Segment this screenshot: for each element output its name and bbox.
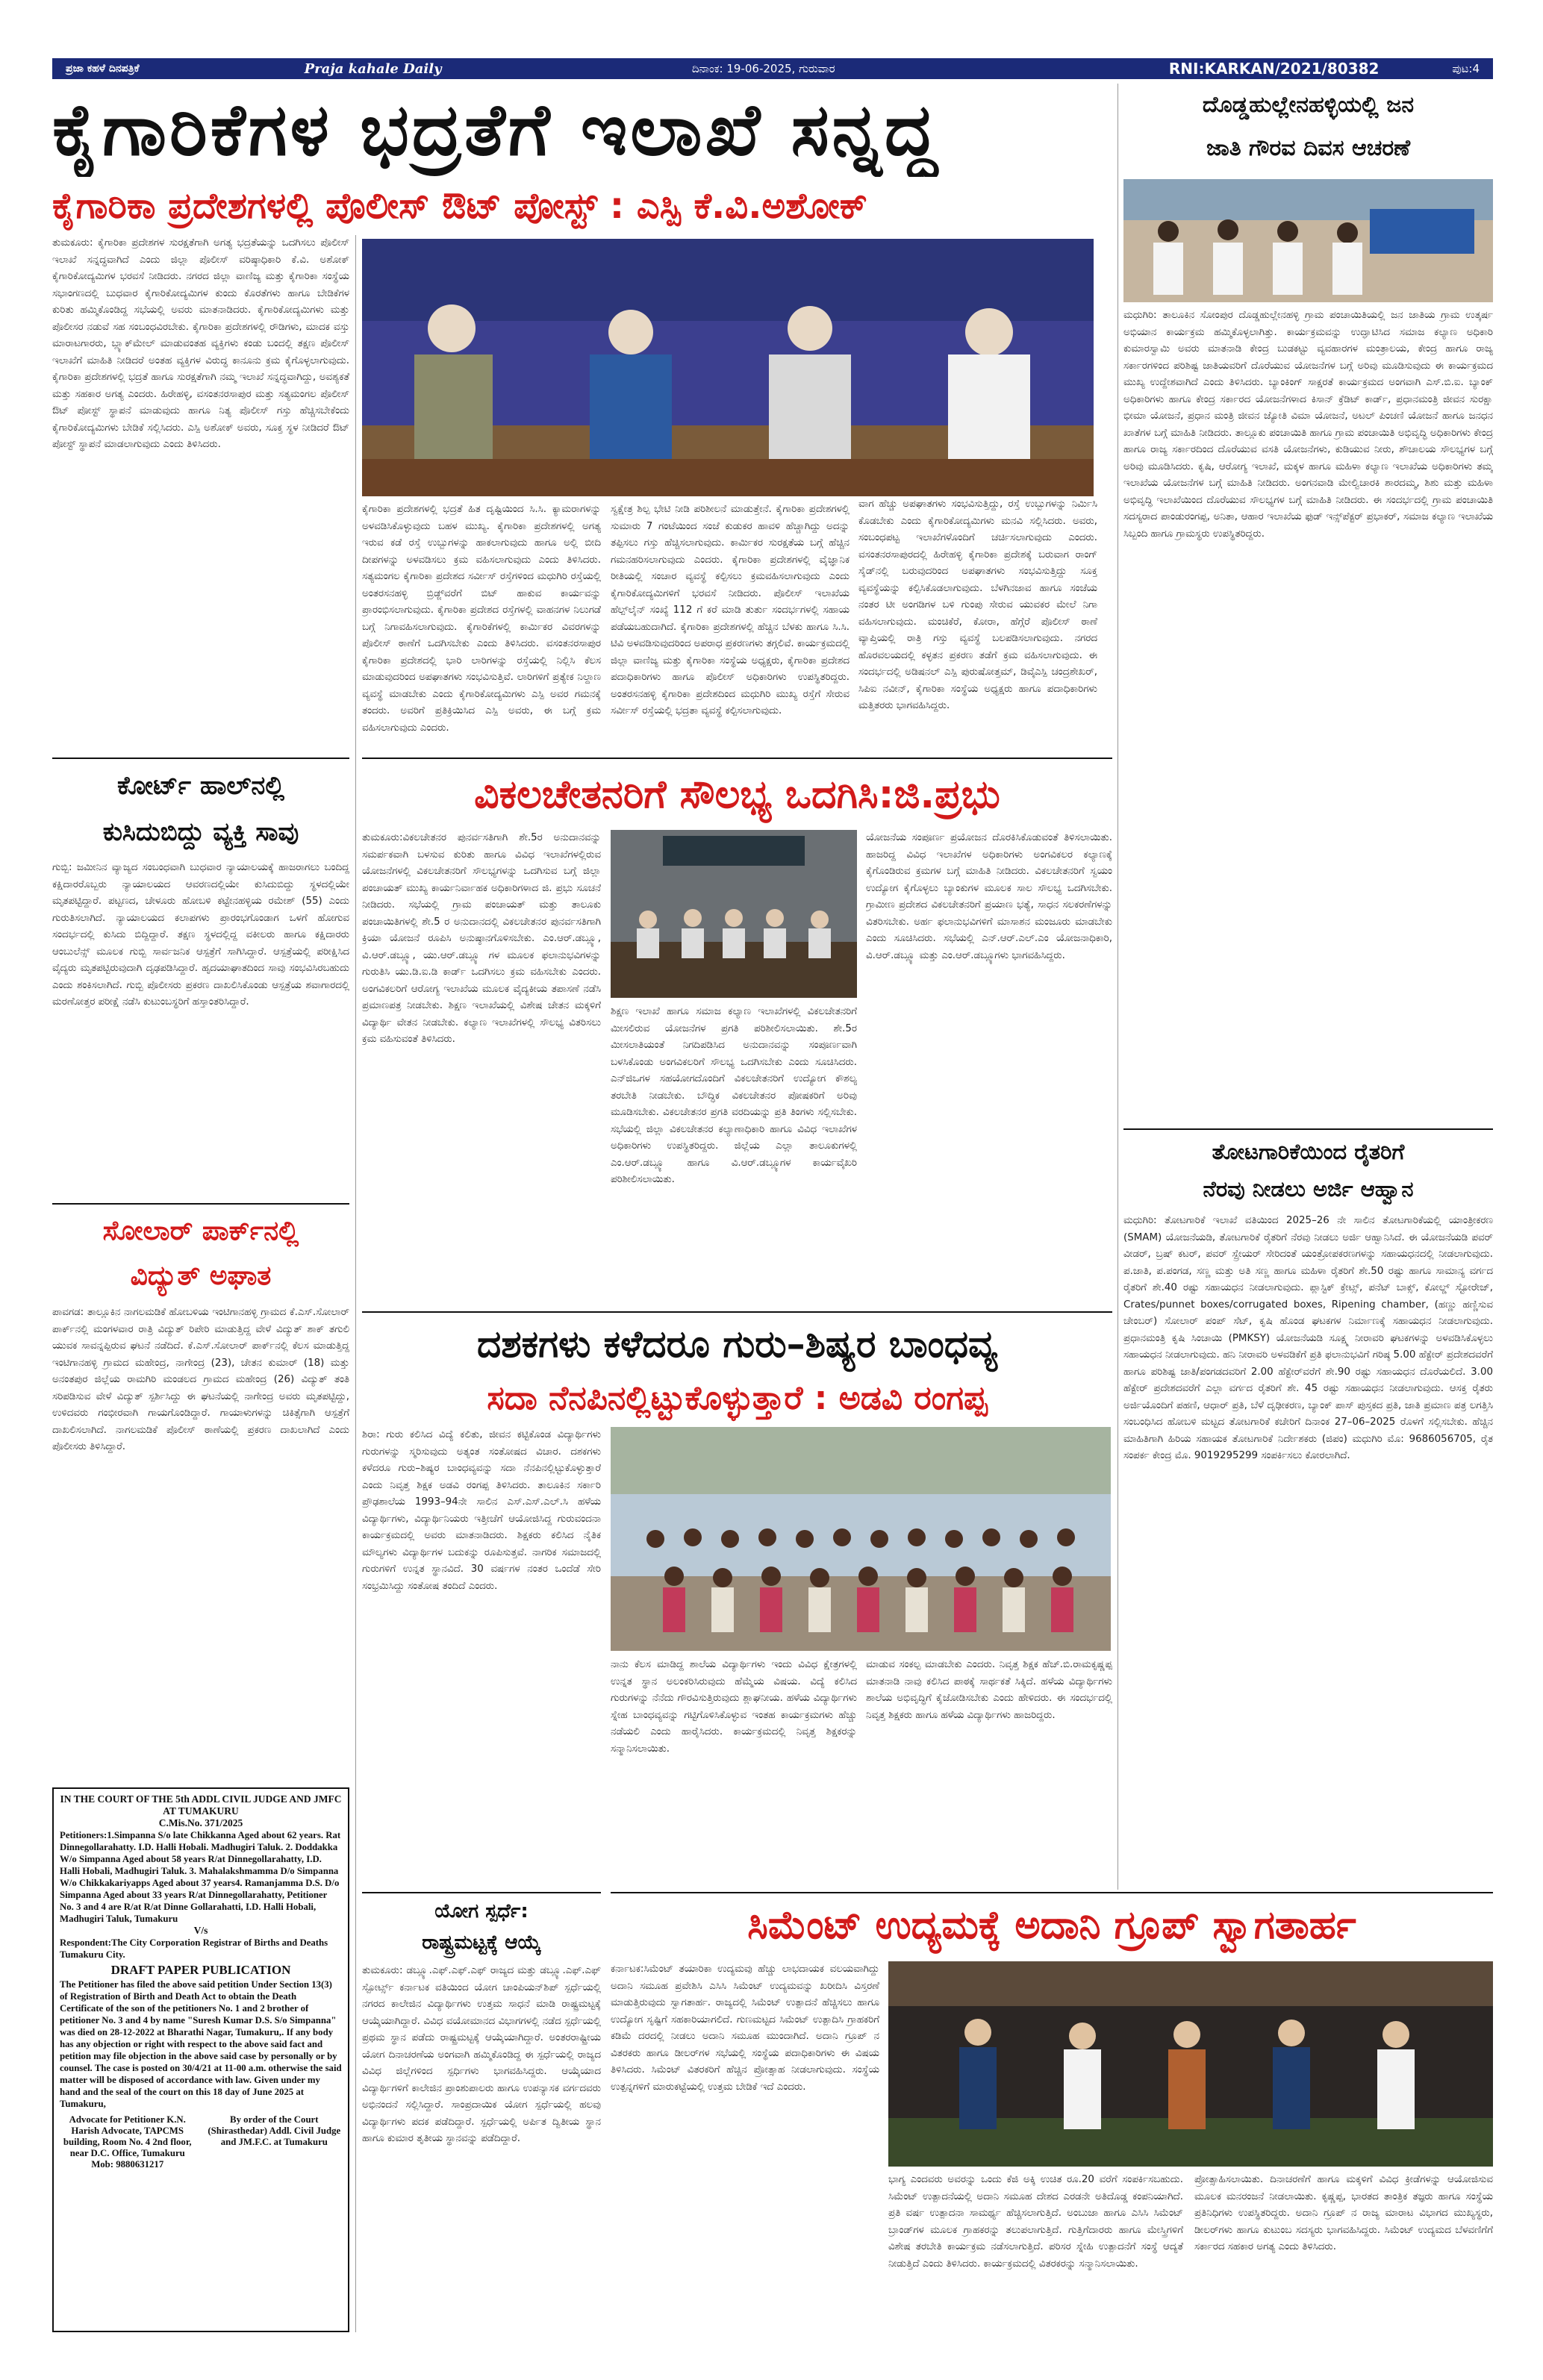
court-story-body: ಗುಬ್ಬಿ: ಜಮೀನಿನ ವ್ಯಾಜ್ಯದ ಸಂಬಂಧವಾಗಿ ಬುಧವಾರ ನ್ಯಾಯಾಲಯಕ್ಕೆ ಹಾಜರಾಗಲು ಬಂದಿದ್ದ ಕಕ್ಷಿದಾರರೊಬ್ಬರು ನ್ಯಾಯಾಲಯದ ಆವರಣದಲ್ಲಿಯೇ ಕುಸಿದುಬಿದ್ದು ಸ್ಥಳದಲ್ಲಿಯೇ ಮೃತಪಟ್ಟಿದ್ದಾರೆ. ಪಟ್ಟಣದ, ಚೇಳೂರು ಹೋಬಳಿ ಕಟ್ಟೇನಹಳ್ಳಿಯ ರಮೇಶ್ (55) ಎಂದು ಗುರುತಿಸಲಾಗಿದೆ. ನ್ಯಾಯಾಲಯದ ಕಲಾಪಗಳು ಪ್ರಾರಂಭಗೊಂಡಾಗ ಒಳಗೆ ಹೋಗುವ ಸಂದರ್ಭದಲ್ಲಿ ಕುಸಿದು ಬಿದ್ದಿದ್ದಾರೆ. ತಕ್ಷಣ ಸ್ಥಳದಲ್ಲಿದ್ದ ವಕೀಲರು ಹಾಗೂ ಕಕ್ಷಿದಾರರು ಆಂಬುಲೆನ್ಸ್ ಮೂಲಕ ಗುಬ್ಬಿ ಸಾರ್ವಜನಿಕ ಆಸ್ಪತ್ರೆಗೆ ಸಾಗಿಸಿದ್ದಾರೆ. ಆಸ್ಪತ್ರೆಯಲ್ಲಿ ಪರೀಕ್ಷಿಸಿದ ವೈದ್ಯರು ಮೃತಪಟ್ಟಿರುವುದಾಗಿ ದೃಢಪಡಿಸಿದ್ದಾರೆ. ಹೃದಯಾಘಾತದಿಂದ ಸಾವು ಸಂಭವಿಸಿರಬಹುದು ಎಂದು ಶಂಕಿಸಲಾಗಿದೆ. ಗುಬ್ಬಿ ಪೊಲೀಸರು ಪ್ರಕರಣ ದಾಖಲಿಸಿಕೊಂಡು ಆಸ್ಪತ್ರೆಯ ಶವಾಗಾರದಲ್ಲಿ ಮರಣೋತ್ತರ ಪರೀಕ್ಷೆ ನಡೆಸಿ ಕುಟುಂಬಸ್ಥರಿಗೆ ಹಸ್ತಾಂತರಿಸಿದ್ದಾರೆ. bbox=[52, 862, 349, 1008]
divider bbox=[362, 758, 1112, 759]
legal-notice-footer bbox=[60, 2114, 342, 2170]
legal-notice-respondent: Respondent:The City Corporation Registrar of Births and Deaths Tumakuru City. bbox=[60, 1937, 328, 1960]
yoga-story-body: ತುಮಕೂರು: ಡಬ್ಲ್ಯೂ.ಎಫ್.ಎಫ್.ಎಫ್ ರಾಜ್ಯದ ಮತ್ತು ಡಬ್ಲ್ಯೂ.ಎಫ್.ಎಫ್ ಸ್ಪೋರ್ಟ್ಸ್ ಕರ್ನಾಟಕ ವತಿಯಿಂದ ಯೋಗ ಚಾಂಪಿಯನ್‌ಶಿಪ್ ಸ್ಪರ್ಧೆಯಲ್ಲಿ ನಗರದ ಕಾಲೇಜಿನ ವಿದ್ಯಾರ್ಥಿಗಳು ಉತ್ತಮ ಸಾಧನೆ ಮಾಡಿ ರಾಷ್ಟ್ರಮಟ್ಟಕ್ಕೆ ಆಯ್ಕೆಯಾಗಿದ್ದಾರೆ. ವಿವಿಧ ವಯೋಮಾನದ ವಿಭಾಗಗಳಲ್ಲಿ ನಡೆದ ಸ್ಪರ್ಧೆಯಲ್ಲಿ ಪ್ರಥಮ ಸ್ಥಾನ ಪಡೆದು ರಾಷ್ಟ್ರಮಟ್ಟಕ್ಕೆ ಆಯ್ಕೆಯಾಗಿದ್ದಾರೆ. ಅಂತರರಾಷ್ಟ್ರೀಯ ಯೋಗ ದಿನಾಚರಣೆಯ ಅಂಗವಾಗಿ ಹಮ್ಮಿಕೊಂಡಿದ್ದ ಈ ಸ್ಪರ್ಧೆಯಲ್ಲಿ ರಾಜ್ಯದ ವಿವಿಧ ಜಿಲ್ಲೆಗಳಿಂದ ಸ್ಪರ್ಧಿಗಳು ಭಾಗವಹಿಸಿದ್ದರು. ಆಯ್ಕೆಯಾದ ವಿದ್ಯಾರ್ಥಿಗಳಿಗೆ ಕಾಲೇಜಿನ ಪ್ರಾಂಶುಪಾಲರು ಹಾಗೂ ಉಪನ್ಯಾಸಕ ವರ್ಗದವರು ಅಭಿನಂದನೆ ಸಲ್ಲಿಸಿದ್ದಾರೆ. ಸಾಂಪ್ರದಾಯಿಕ ಯೋಗ ಸ್ಪರ್ಧೆಯಲ್ಲಿ ಹಲವು ವಿದ್ಯಾರ್ಥಿಗಳು ಪದಕ ಪಡೆದಿದ್ದಾರೆ. ಸ್ಪರ್ಧೆಯಲ್ಲಿ ಅರ್ಪಿತ ದ್ವಿತೀಯ ಸ್ಥಾನ ಹಾಗೂ ಕುಮಾರ ತೃತೀಯ ಸ್ಥಾನವನ್ನು ಪಡೆದಿದ್ದಾರೆ. bbox=[362, 1965, 601, 2144]
lead-column-3: ಸ್ವಕ್ಷೇತ್ರ ಶಿಲ್ಪ ಭೇಟಿ ನೀಡಿ ಪರಿಶೀಲನೆ ಮಾಡುತ್ತೇನೆ. ಕೈಗಾರಿಕಾ ಪ್ರದೇಶಗಳಲ್ಲಿ ಸುಮಾರು 7 ಗಂಟೆಯಿಂದ ಸಂಜೆ ಕುಡುಕರ ಹಾವಳಿ ಹೆಚ್ಚಾಗಿದ್ದು ಅದನ್ನು ತಪ್ಪಿಸಲು ಗಸ್ತು ಹೆಚ್ಚಿಸಲಾಗುವುದು. ಕಾರ್ಮಿಕರ ಸುರಕ್ಷತೆಯ ಬಗ್ಗೆ ಹೆಚ್ಚಿನ ಗಮನಹರಿಸಲಾಗುವುದು ಎಂದರು. ಕೈಗಾರಿಕಾ ಪ್ರದೇಶಗಳಲ್ಲಿ ವೈಜ್ಞಾನಿಕ ರೀತಿಯಲ್ಲಿ ಸಂಚಾರ ವ್ಯವಸ್ಥೆ ಕಲ್ಪಿಸಲು ಕ್ರಮವಹಿಸಲಾಗುವುದು ಎಂದು ಕೈಗಾರಿಕೋದ್ಯಮಿಗಳಿಗೆ ಭರವಸೆ ನೀಡಿದರು. ಪೊಲೀಸ್ ಇಲಾಖೆಯ ಹೆಲ್ಪ್‌ಲೈನ್ ಸಂಖ್ಯೆ 112 ಗೆ ಕರೆ ಮಾಡಿ ತುರ್ತು ಸಂದರ್ಭಗಳಲ್ಲಿ ಸಹಾಯ ಪಡೆಯಬಹುದಾಗಿದೆ. ಕೈಗಾರಿಕಾ ಪ್ರದೇಶಗಳಲ್ಲಿ ಹೆಚ್ಚಿನ ಬೆಳಕು ಹಾಗೂ ಸಿ.ಸಿ. ಟಿವಿ ಅಳವಡಿಸುವುದರಿಂದ ಅಪರಾಧ ಪ್ರಕರಣಗಳು ತಗ್ಗಲಿವೆ. ಕಾರ್ಯಕ್ರಮದಲ್ಲಿ ಜಿಲ್ಲಾ ವಾಣಿಜ್ಯ ಮತ್ತು ಕೈಗಾರಿಕಾ ಸಂಸ್ಥೆಯ ಅಧ್ಯಕ್ಷರು, ಕೈಗಾರಿಕಾ ಪ್ರದೇಶದ ಪದಾಧಿಕಾರಿಗಳು ಹಾಗೂ ಪೊಲೀಸ್ ಅಧಿಕಾರಿಗಳು ಉಪಸ್ಥಿತರಿದ್ದರು. ಅಂತರಸನಹಳ್ಳಿ ಕೈಗಾರಿಕಾ ಪ್ರದೇಶದಿಂದ ಮಧುಗಿರಿ ಮುಖ್ಯ ರಸ್ತೆಗೆ ಸೇರುವ ಸರ್ವೀಸ್ ರಸ್ತೆಯಲ್ಲಿ ಭದ್ರತಾ ವ್ಯವಸ್ಥೆ ಕಲ್ಪಿಸಲಾಗುವುದು. bbox=[611, 504, 850, 716]
masthead-paper-name-kannada: ಪ್ರಜಾ ಕಹಳೆ ದಿನಪತ್ರಿಕೆ bbox=[66, 63, 140, 75]
column-rule bbox=[1117, 84, 1118, 1890]
solar-story-headline-line1: ಸೋಲಾರ್ ಪಾರ್ಕ್‌ನಲ್ಲಿ bbox=[102, 1216, 299, 1246]
disabled-story-column-1: ತುಮಕೂರು:ವಿಕಲಚೇತನರ ಪುನರ್ವಸತಿಗಾಗಿ ಶೇ.5ರ ಅನುದಾನವನ್ನು ಸಮರ್ಪಕವಾಗಿ ಬಳಸುವ ಕುರಿತು ಹಾಗೂ ವಿವಿಧ ಇಲಾಖೆಗಳಲ್ಲಿರುವ ಯೋಜನೆಗಳಲ್ಲಿ ವಿಕಲಚೇತನರಿಗೆ ಸೌಲಭ್ಯಗಳನ್ನು ಒದಗಿಸುವ ಬಗ್ಗೆ ಜಿಲ್ಲಾ ಪಂಚಾಯತ್ ಮುಖ್ಯ ಕಾರ್ಯನಿರ್ವಾಹಕ ಅಧಿಕಾರಿಗಳಾದ ಜಿ. ಪ್ರಭು ಸೂಚನೆ ನೀಡಿದರು. ಸಭೆಯಲ್ಲಿ ಗ್ರಾಮ ಪಂಚಾಯತ್ ಮತ್ತು ತಾಲೂಕು ಪಂಚಾಯಿತಿಗಳಲ್ಲಿ ಶೇ.5 ರ ಅನುದಾನದಲ್ಲಿ ವಿಕಲಚೇತನರ ಪುನರ್ವಸತಿಗಾಗಿ ಕ್ರಿಯಾ ಯೋಜನೆ ರೂಪಿಸಿ ಅನುಷ್ಠಾನಗೊಳಿಸಬೇಕು. ಎಂ.ಆರ್.ಡಬ್ಲ್ಯೂ, ವಿ.ಆರ್.ಡಬ್ಲ್ಯೂ, ಯು.ಆರ್.ಡಬ್ಲ್ಯೂ ಗಳ ಮೂಲಕ ಫಲಾನುಭವಿಗಳನ್ನು ಗುರುತಿಸಿ ಯು.ಡಿ.ಐ.ಡಿ ಕಾರ್ಡ್ ಒದಗಿಸಲು ಕ್ರಮ ವಹಿಸಬೇಕು ಎಂದರು. ಅಂಗವಿಕಲರಿಗೆ ಆರೋಗ್ಯ ಇಲಾಖೆಯ ಮೂಲಕ ವೈದ್ಯಕೀಯ ತಪಾಸಣೆ ನಡೆಸಿ ಪ್ರಮಾಣಪತ್ರ ನೀಡಬೇಕು. ಶಿಕ್ಷಣ ಇಲಾಖೆಯಲ್ಲಿ ವಿಶೇಷ ಚೇತನ ಮಕ್ಕಳಿಗೆ ವಿದ್ಯಾರ್ಥಿ ವೇತನ ನೀಡಬೇಕು. ಕಲ್ಯಾಣ ಇಲಾಖೆಗಳಲ್ಲಿ ಸೌಲಭ್ಯ ವಿತರಿಸಲು ಕ್ರಮ ವಹಿಸುವಂತೆ ತಿಳಿಸಿದರು. bbox=[362, 832, 601, 1045]
guru-story-headline: ದಶಕಗಳು ಕಳೆದರೂ ಗುರು–ಶಿಷ್ಯರ ಬಾಂಧವ್ಯ bbox=[476, 1322, 998, 1366]
column-rule bbox=[355, 235, 356, 2332]
legal-notice-body: The Petitioner has filed the above said petition Under Section 13(3) of Registration of Birth and Death Act to obtain the Death Certificate of the son of the petitioners No. 1 and 2 brother of petitioner No. 3 and 4 by name "Suresh Kumar D.S. S/o Simpanna" was died on 28-12-2022 at Bharathi Nagar, Tumakuru,. If any body has any objection or right with respect to the above said fact and petition may file objection in the above said case by personally or by counsel. The case is posted on 30/4/21 at 11-00 a.m. otherwise the said matter will be disposed of accordance with law. Given under my hand and the seal of the court on this 18 day of June 2025 at Tumakuru, bbox=[60, 1979, 342, 2109]
court-story-headline-line2: ಕುಸಿದುಬಿದ್ದು ವ್ಯಕ್ತಿ ಸಾವು bbox=[102, 817, 299, 847]
legal-notice-court: IN THE COURT OF THE 5th ADDL CIVIL JUDGE AND JMFC AT TUMAKURU bbox=[60, 1793, 342, 1817]
legal-notice-advocate: Advocate for Petitioner K.N. Harish Advocate, TAPCMS building, Room No. 4 2nd floor, near D.C. Office, Tumakuru Mob: 9880631217 bbox=[63, 2114, 192, 2170]
masthead-bar bbox=[52, 58, 1493, 79]
solar-story-body: ಪಾವಗಡ: ತಾಲ್ಲೂಕಿನ ನಾಗಲಮಡಿಕೆ ಹೋಬಳಿಯ ಇಂಟಿಗಾನಹಳ್ಳಿ ಗ್ರಾಮದ ಕೆ.ಎಸ್.ಸೋಲಾರ್ ಪಾರ್ಕ್‌ನಲ್ಲಿ ಮಂಗಳವಾರ ರಾತ್ರಿ ವಿದ್ಯುತ್ ರಿಪೇರಿ ಮಾಡುತ್ತಿದ್ದ ವೇಳೆ ವಿದ್ಯುತ್ ಶಾಕ್ ತಗುಲಿ ಯುವಕ ಸಾವನ್ನಪ್ಪಿರುವ ಘಟನೆ ನಡೆದಿದೆ. ಕೆ.ಎಸ್.ಸೋಲಾರ್ ಪಾರ್ಕ್‌ನಲ್ಲಿ ಕೆಲಸ ಮಾಡುತ್ತಿದ್ದ ಇಂಟಿಗಾನಹಳ್ಳಿ ಗ್ರಾಮದ ಮಹೇಂದ್ರ, ನಾಗೇಂದ್ರ (23), ಚೇತನ ಕುಮಾರ್ (18) ಮತ್ತು ಅನಂತಪುರ ಜಿಲ್ಲೆಯ ರಾಮಗಿರಿ ಮಂಡಲದ ಗ್ರಾಮದ ಮಹೇಂದ್ರ (26) ವಿದ್ಯುತ್ ತಂತಿ ಸರಿಪಡಿಸುವ ವೇಳೆ ವಿದ್ಯುತ್ ಸ್ಪರ್ಶಿಸಿದ್ದು ಈ ಘಟನೆಯಲ್ಲಿ ನಾಗೇಂದ್ರ ಅವರು ಮೃತಪಟ್ಟಿದ್ದು, ಉಳಿದವರು ಗಂಭೀರವಾಗಿ ಗಾಯಗೊಂಡಿದ್ದಾರೆ. ಗಾಯಾಳುಗಳನ್ನು ಚಿಕಿತ್ಸೆಗಾಗಿ ಆಸ್ಪತ್ರೆಗೆ ದಾಖಲಿಸಲಾಗಿದೆ. ನಾಗಲಮಡಿಕೆ ಪೊಲೀಸ್ ಠಾಣೆಯಲ್ಲಿ ಪ್ರಕರಣ ದಾಖಲಾಗಿದೆ ಎಂದು ಪೊಲೀಸರು ತಿಳಿಸಿದ್ದಾರೆ. bbox=[52, 1307, 349, 1452]
divider bbox=[362, 1892, 601, 1893]
side-story-body: ಮಧುಗಿರಿ: ತಾಲೂಕಿನ ಸೋಂಪುರ ದೊಡ್ಡಹುಲ್ಲೇನಹಳ್ಳಿ ಗ್ರಾಮ ಪಂಚಾಯಿತಿಯಲ್ಲಿ ಜನ ಜಾತಿಯ ಗ್ರಾಮ ಉತ್ಕರ್ಷ ಅಭಿಯಾನ ಕಾರ್ಯಕ್ರಮ ಹಮ್ಮಿಕೊಳ್ಳಲಾಗಿತ್ತು. ಕಾರ್ಯಕ್ರಮವನ್ನು ಉದ್ಘಾಟಿಸಿದ ಸಮಾಜ ಕಲ್ಯಾಣ ಅಧಿಕಾರಿ ಕುಮಾರಸ್ವಾಮಿ ಅವರು ಮಾತನಾಡಿ ಕೇಂದ್ರ ಬುಡಕಟ್ಟು ವ್ಯವಹಾರಗಳ ಮಂತ್ರಾಲಯ, ಕೇಂದ್ರ ಹಾಗೂ ರಾಜ್ಯ ಸರ್ಕಾರಗಳಿಂದ ಪರಿಶಿಷ್ಟ ಜಾತಿಯವರಿಗೆ ದೊರೆಯುವ ಯೋಜನೆಗಳ ಬಗ್ಗೆ ಅರಿವು ಮೂಡಿಸುವುದು ಈ ಕಾರ್ಯಕ್ರಮದ ಮುಖ್ಯ ಉದ್ದೇಶವಾಗಿದೆ ಎಂದು ತಿಳಿಸಿದರು. ಬ್ಯಾಂಕಿಂಗ್ ಸಾಕ್ಷರತೆ ಕಾರ್ಯಕ್ರಮದ ಅಂಗವಾಗಿ ಎಸ್.ಬಿ.ಐ. ಬ್ಯಾಂಕ್ ಅಧಿಕಾರಿಗಳು ಹಾಗೂ ಕೇಂದ್ರ ಸರ್ಕಾರದ ಯೋಜನೆಗಳಾದ ಕಿಸಾನ್ ಕ್ರೆಡಿಟ್ ಕಾರ್ಡ್, ಪ್ರಧಾನಮಂತ್ರಿ ಜೀವನ ಸುರಕ್ಷಾ ಭೀಮಾ ಯೋಜನೆ, ಪ್ರಧಾನ ಮಂತ್ರಿ ಜೀವನ ಜ್ಯೋತಿ ವಿಮಾ ಯೋಜನೆ, ಅಟಲ್ ಪಿಂಚಣಿ ಯೋಜನೆ ಹಾಗೂ ಜನಧನ ಖಾತೆಗಳ ಬಗ್ಗೆ ಮಾಹಿತಿ ನೀಡಿದರು. ತಾಲ್ಲೂಕು ಪಂಚಾಯಿತಿ ಹಾಗೂ ಗ್ರಾಮ ಪಂಚಾಯಿತಿ ಅಭಿವೃದ್ಧಿ ಅಧಿಕಾರಿಗಳು ಕೇಂದ್ರ ಹಾಗೂ ರಾಜ್ಯ ಸರ್ಕಾರದಿಂದ ದೊರೆಯುವ ವಸತಿ ಯೋಜನೆಗಳು, ಕುಡಿಯುವ ನೀರು, ಶೌಚಾಲಯ ಸೌಲಭ್ಯಗಳ ಬಗ್ಗೆ ಅರಿವು ಮೂಡಿಸಿದರು. ಕೃಷಿ, ಆರೋಗ್ಯ ಇಲಾಖೆ, ಮಕ್ಕಳ ಹಾಗೂ ಮಹಿಳಾ ಕಲ್ಯಾಣ ಇಲಾಖೆಯ ಅಧಿಕಾರಿಗಳು ತಮ್ಮ ಇಲಾಖೆಯ ಯೋಜನೆಗಳ ಬಗ್ಗೆ ಮಾಹಿತಿ ನೀಡಿದರು. ಅಂಗನವಾಡಿ ಮೇಲ್ವಿಚಾರಕಿ ಶಾರದಮ್ಮ, ಶಿಶು ಮತ್ತು ಮಹಿಳಾ ಅಭಿವೃದ್ಧಿ ಇಲಾಖೆಯಿಂದ ದೊರೆಯುವ ಸೌಲಭ್ಯಗಳ ಬಗ್ಗೆ ಮಾಹಿತಿ ನೀಡಿದರು. ಈ ಸಂದರ್ಭದಲ್ಲಿ ಗ್ರಾಮ ಪಂಚಾಯಿತಿ ಸದಸ್ಯರಾದ ಪಾಂಡುರಂಗಪ್ಪ, ಅನಿತಾ, ಆಹಾರ ಇಲಾಖೆಯ ಫುಡ್ ಇನ್ಸ್‌ಪೆಕ್ಟರ್ ಪ್ರಭಾಕರ್, ಸಮಾಜ ಕಲ್ಯಾಣ ಇಲಾಖೆಯ ಸಿಬ್ಬಂದಿ ಹಾಗೂ ಗ್ರಾಮಸ್ಥರು ಉಪಸ್ಥಿತರಿದ್ದರು. bbox=[1123, 310, 1493, 540]
divider bbox=[362, 1311, 1112, 1313]
lead-column-4-text: ವಾಗ ಹೆಚ್ಚು ಅಪಘಾತಗಳು ಸಂಭವಿಸುತ್ತಿದ್ದು, ರಸ್ತೆ ಉಬ್ಬುಗಳನ್ನು ನಿರ್ಮಿಸಿ ಕೊಡಬೇಕು ಎಂದು ಕೈಗಾರಿಕೋದ್ಯಮಿಗಳು ಮನವಿ ಸಲ್ಲಿಸಿದರು. ಅವರು, ಸಂಬಂಧಪಟ್ಟ ಇಲಾಖೆಗಳೊಂದಿಗೆ ಚರ್ಚಿಸಲಾಗುವುದು ಎಂದರು. ವಸಂತನರಸಾಪುರದಲ್ಲಿ ಹಿರೇಹಳ್ಳಿ ಕೈಗಾರಿಕಾ ಪ್ರದೇಶಕ್ಕೆ ಬರುವಾಗ ರಾಂಗ್ ಸೈಡ್‌ನಲ್ಲಿ ಬರುವುದರಿಂದ ಅಪಘಾತಗಳು ಸಂಭವಿಸುತ್ತಿದ್ದು ಸೂಕ್ತ ವ್ಯವಸ್ಥೆಯನ್ನು ಕಲ್ಪಿಸಿಕೊಡಲಾಗುವುದು. ಬೆಳಗಿನಜಾವ ಹಾಗೂ ಸಂಜೆಯ ನಂತರ ಟೀ ಅಂಗಡಿಗಳ ಬಳಿ ಗುಂಪು ಸೇರುವ ಯುವಕರ ಮೇಲೆ ನಿಗಾ ವಹಿಸಲಾಗುವುದು. ಮಂಚಿಕೆರೆ, ಕೋರಾ, ಹೆಗ್ಗೆರೆ ಪೊಲೀಸ್ ಠಾಣೆ ವ್ಯಾಪ್ತಿಯಲ್ಲಿ ರಾತ್ರಿ ಗಸ್ತು ವ್ಯವಸ್ಥೆ ಬಲಪಡಿಸಲಾಗುವುದು. ನಗರದ ಹೊರವಲಯದಲ್ಲಿ ಕಳ್ಳತನ ಪ್ರಕರಣ ತಡೆಗೆ ಕ್ರಮ ವಹಿಸಲಾಗುವುದು. ಈ ಸಂದರ್ಭದಲ್ಲಿ ಅಡಿಷನಲ್ ಎಸ್ಪಿ ಪುರುಷೋತ್ತಮ್, ಡಿವೈಎಸ್ಪಿ ಚಂದ್ರಶೇಖರ್, ಸಿಪಿಐ ನವೀನ್, ಕೈಗಾರಿಕಾ ಸಂಸ್ಥೆಯ ಅಧ್ಯಕ್ಷರು ಹಾಗೂ ಪದಾಧಿಕಾರಿಗಳು ಮತ್ತಿತರರು ಭಾಗವಹಿಸಿದ್ದರು. bbox=[858, 499, 1097, 711]
cement-story-headline: ಸಿಮೆಂಟ್ ಉದ್ಯಮಕ್ಕೆ ಅದಾನಿ ಗ್ರೂಪ್ ಸ್ವಾಗತಾರ್ಹ bbox=[747, 1903, 1356, 1948]
legal-notice-petitioners: Petitioners:1.Simpanna S/o late Chikkanna Aged about 62 years. Rat Dinnegollarahatty. I.D. Halli Hobali. Madhugiri Taluk. 2. Doddakka W/o Simpanna Aged about 58 years R/at Dinnegollarahatty, I.D. Halli Hobali, Madhugiri Taluk. 3. Mahalakshmamma D/o Simpanna W/o Chikkakariyapps Aged about 37 years4. Ramanjamma D.S. D/o Simpanna Aged about 33 years R/at Dinnegollarahatty, Petitioner No. 3 and 4 are R/at R/at Dinne Gollarahatti, I.D. Halli Hobali, Madhugiri Taluk, Tumakuru bbox=[60, 1830, 341, 1924]
cement-story-column-3: ಪ್ರೋತ್ಸಾಹಿಸಲಾಯಿತು. ದಿನಾಚರಣೆಗೆ ಹಾಗೂ ಮಕ್ಕಳಿಗೆ ವಿವಿಧ ಕ್ರೀಡೆಗಳನ್ನು ಆಯೋಜಿಸುವ ಮೂಲಕ ಮನರಂಜನೆ ನೀಡಲಾಯಿತು. ಕೃಷ್ಣಪ್ಪ, ಭಾರತದ ತಾಂತ್ರಿಕ ತಜ್ಞರು ಹಾಗೂ ಸಂಸ್ಥೆಯ ಪ್ರತಿನಿಧಿಗಳು ಉಪಸ್ಥಿತರಿದ್ದರು. ಅದಾನಿ ಗ್ರೂಪ್ ನ ರಾಜ್ಯ ಮಾರಾಟ ವಿಭಾಗದ ಮುಖ್ಯಸ್ಥರು, ಡೀಲರ್‌ಗಳು ಹಾಗೂ ಕುಟುಂಬ ಸದಸ್ಯರು ಭಾಗವಹಿಸಿದ್ದರು. ಸಿಮೆಂಟ್ ಉದ್ಯಮದ ಬೆಳವಣಿಗೆಗೆ ಸರ್ಕಾರದ ಸಹಕಾರ ಅಗತ್ಯ ಎಂದು ತಿಳಿಸಿದರು. bbox=[1194, 2174, 1493, 2252]
yoga-story-headline-line2: ರಾಷ್ಟ್ರಮಟ್ಟಕ್ಕೆ ಆಯ್ಕೆ bbox=[422, 1931, 541, 1954]
lead-column-2: ಕೈಗಾರಿಕಾ ಪ್ರದೇಶಗಳಲ್ಲಿ ಭದ್ರತೆ ಹಿತ ದೃಷ್ಟಿಯಿಂದ ಸಿ.ಸಿ. ಕ್ಯಾಮರಾಗಳನ್ನು ಅಳವಡಿಸಿಕೊಳ್ಳುವುದು ಬಹಳ ಮುಖ್ಯ. ಕೈಗಾರಿಕಾ ಪ್ರದೇಶಗಳಲ್ಲಿ ಅಗತ್ಯ ಇರುವ ಕಡೆ ರಸ್ತೆ ಉಬ್ಬುಗಳನ್ನು ಹಾಕಲಾಗುವುದು ಹಾಗೂ ಅಲ್ಲಿ ಬೀದಿ ದೀಪಗಳನ್ನು ಅಳವಡಿಸಲು ಕ್ರಮ ವಹಿಸಲಾಗುವುದು ಎಂದು ತಿಳಿಸಿದರು. ಸತ್ಯಮಂಗಲ ಕೈಗಾರಿಕಾ ಪ್ರದೇಶದ ಸರ್ವೀಸ್ ರಸ್ತೆಗಳಿಂದ ಮಧುಗಿರಿ ರಸ್ತೆಯಲ್ಲಿ ಅಂತರಸನಹಳ್ಳಿ ಬ್ರಿಡ್ಜ್‌ವರೆಗೆ ಬಿಟ್ ಹಾಕುವ ಕಾರ್ಯವನ್ನು ಪ್ರಾರಂಭಿಸಲಾಗುವುದು. ಕೈಗಾರಿಕಾ ಪ್ರದೇಶದ ರಸ್ತೆಗಳಲ್ಲಿ ವಾಹನಗಳ ನಿಲುಗಡೆ ಬಗ್ಗೆ ನಿಗಾವಹಿಸಲಾಗುವುದು. ಕೈಗಾರಿಕೆಗಳಲ್ಲಿ ಕಾರ್ಮಿಕರ ವಿವರಗಳನ್ನು ಪೊಲೀಸ್ ಠಾಣೆಗೆ ಒದಗಿಸಬೇಕು ಎಂದು ತಿಳಿಸಿದರು. ವಸಂತನರಸಾಪುರ ಕೈಗಾರಿಕಾ ಪ್ರದೇಶದಲ್ಲಿ ಭಾರಿ ಲಾರಿಗಳನ್ನು ರಸ್ತೆಯಲ್ಲಿ ನಿಲ್ಲಿಸಿ ಕೆಲಸ ಮಾಡುವುದರಿಂದ ಅಪಘಾತಗಳು ಸಂಭವಿಸುತ್ತಿವೆ. ಲಾರಿಗಳಿಗೆ ಪ್ರತ್ಯೇಕ ನಿಲ್ದಾಣ ವ್ಯವಸ್ಥೆ ಮಾಡಬೇಕು ಎಂದು ಕೈಗಾರಿಕೋದ್ಯಮಿಗಳು ಎಸ್ಪಿ ಅವರ ಗಮನಕ್ಕೆ ತಂದರು. ಅವರಿಗೆ ಪ್ರತಿಕ್ರಿಯಿಸಿದ ಎಸ್ಪಿ ಅವರು, ಈ ಬಗ್ಗೆ ಕ್ರಮ ವಹಿಸಲಾಗುವುದು ಎಂದರು. bbox=[362, 504, 601, 734]
cement-story-column-2: ಭಾಗ್ಯ ಎಂದವರು ಅವರನ್ನು ಒಂದು ಕೆಜಿ ಅಕ್ಕಿ ಉಚಿತ ರೂ.20 ವರೆಗೆ ಸಂಪರ್ಕಿಸಬಹುದು. ಸಿಮೆಂಟ್ ಉತ್ಪಾದನೆಯಲ್ಲಿ ಅದಾನಿ ಸಮೂಹ ದೇಶದ ಎರಡನೇ ಅತಿದೊಡ್ಡ ಕಂಪನಿಯಾಗಿದೆ. ಪ್ರತಿ ವರ್ಷ ಉತ್ಪಾದನಾ ಸಾಮರ್ಥ್ಯ ಹೆಚ್ಚಿಸಲಾಗುತ್ತಿದೆ. ಅಂಬುಜಾ ಹಾಗೂ ಎಸಿಸಿ ಸಿಮೆಂಟ್ ಬ್ರಾಂಡ್‌ಗಳ ಮೂಲಕ ಗ್ರಾಹಕರನ್ನು ತಲುಪಲಾಗುತ್ತಿದೆ. ಗುತ್ತಿಗೆದಾರರು ಹಾಗೂ ಮೇಸ್ತ್ರಿಗಳಿಗೆ ವಿಶೇಷ ತರಬೇತಿ ಕಾರ್ಯಕ್ರಮ ನಡೆಸಲಾಗುತ್ತಿದೆ. ಪರಿಸರ ಸ್ನೇಹಿ ಉತ್ಪಾದನೆಗೆ ಸಂಸ್ಥೆ ಆದ್ಯತೆ ನೀಡುತ್ತಿದೆ ಎಂದು ತಿಳಿಸಿದರು. ಕಾರ್ಯಕ್ರಮದಲ್ಲಿ ವಿತರಕರನ್ನು ಸನ್ಮಾನಿಸಲಾಯಿತು. bbox=[888, 2174, 1183, 2270]
divider bbox=[52, 758, 349, 759]
guru-story-column-2: ನಾನು ಕೆಲಸ ಮಾಡಿದ್ದ ಶಾಲೆಯ ವಿದ್ಯಾರ್ಥಿಗಳು ಇಂದು ವಿವಿಧ ಕ್ಷೇತ್ರಗಳಲ್ಲಿ ಉನ್ನತ ಸ್ಥಾನ ಅಲಂಕರಿಸಿರುವುದು ಹೆಮ್ಮೆಯ ವಿಷಯ. ವಿದ್ಯೆ ಕಲಿಸಿದ ಗುರುಗಳನ್ನು ನೆನೆದು ಗೌರವಿಸುತ್ತಿರುವುದು ಶ್ಲಾಘನೀಯ. ಹಳೆಯ ವಿದ್ಯಾರ್ಥಿಗಳು ಸ್ನೇಹ ಬಾಂಧವ್ಯವನ್ನು ಗಟ್ಟಿಗೊಳಿಸಿಕೊಳ್ಳುವ ಇಂತಹ ಕಾರ್ಯಕ್ರಮಗಳು ಹೆಚ್ಚು ನಡೆಯಲಿ ಎಂದು ಹಾರೈಸಿದರು. ಕಾರ್ಯಕ್ರಮದಲ್ಲಿ ನಿವೃತ್ತ ಶಿಕ್ಷಕರನ್ನು ಸನ್ಮಾನಿಸಲಾಯಿತು. bbox=[611, 1659, 857, 1755]
side-story-headline-line2: ಜಾತಿ ಗೌರವ ದಿವಸ ಆಚರಣೆ bbox=[1206, 135, 1411, 161]
lead-column-1: ತುಮಕೂರು: ಕೈಗಾರಿಕಾ ಪ್ರದೇಶಗಳ ಸುರಕ್ಷತೆಗಾಗಿ ಅಗತ್ಯ ಭದ್ರತೆಯನ್ನು ಒದಗಿಸಲು ಪೊಲೀಸ್ ಇಲಾಖೆ ಸನ್ನದ್ಧವಾಗಿದೆ ಎಂದು ಜಿಲ್ಲಾ ಪೊಲೀಸ್ ವರಿಷ್ಠಾಧಿಕಾರಿ ಕೆ.ವಿ. ಅಶೋಕ್ ಕೈಗಾರಿಕೋದ್ಯಮಿಗಳ ಭರವಸೆ ನೀಡಿದರು. ನಗರದ ಜಿಲ್ಲಾ ವಾಣಿಜ್ಯ ಮತ್ತು ಕೈಗಾರಿಕಾ ಸಂಸ್ಥೆಯ ಸಭಾಂಗಣದಲ್ಲಿ ಬುಧವಾರ ಕೈಗಾರಿಕೋದ್ಯಮಿಗಳ ಕುಂದು ಕೊರತೆಗಳು ಹಾಗೂ ಬೇಡಿಕೆಗಳ ಕುರಿತು ಹಮ್ಮಿಕೊಂಡಿದ್ದ ಸಭೆಯಲ್ಲಿ ಅವರು ಮಾತನಾಡಿದರು. ಕೈಗಾರಿಕೋದ್ಯಮಿಗಳು ಮತ್ತು ಪೊಲೀಸರ ನಡುವೆ ಸಹ ಸಂಬಂಧವಿರಬೇಕು. ಕೈಗಾರಿಕಾ ಪ್ರದೇಶಗಳಲ್ಲಿ ರೌಡಿಗಳು, ಮಾದಕ ವಸ್ತು ಮಾರಾಟಗಾರರು, ಬ್ಲ್ಯಾಕ್‌ಮೇಲ್ ಮಾಡುವಂತಹ ವ್ಯಕ್ತಿಗಳು ಕಂಡು ಬಂದಲ್ಲಿ ತಕ್ಷಣ ಪೊಲೀಸ್ ಇಲಾಖೆಗೆ ಮಾಹಿತಿ ನೀಡಿದರೆ ಅಂತಹ ವ್ಯಕ್ತಿಗಳ ವಿರುದ್ಧ ಕಾನೂನು ಕ್ರಮ ಕೈಗೊಳ್ಳಲಾಗುವುದು. ಕೈಗಾರಿಕಾ ಪ್ರದೇಶಗಳಲ್ಲಿ ಭದ್ರತೆ ಹಾಗೂ ಸುರಕ್ಷತೆಗಾಗಿ ನಮ್ಮ ಇಲಾಖೆ ಸನ್ನದ್ಧವಾಗಿದ್ದು, ಅವಶ್ಯಕತೆ ಮತ್ತು ಸಹಕಾರ ಅಗತ್ಯ ಎಂದರು. ಹಿರೇಹಳ್ಳಿ, ವಸಂತನರಸಾಪುರ ಮತ್ತು ಸತ್ಯಮಂಗಲ ಪೊಲೀಸ್ ಔಟ್ ಪೋಸ್ಟ್ ಸ್ಥಾಪನೆ ಮಾಡುವುದು ಹಾಗೂ ನಿತ್ಯ ಪೊಲೀಸ್ ಗಸ್ತು ಹೆಚ್ಚಿಸಬೇಕೆಂದು ಕೈಗಾರಿಕೋದ್ಯಮಿಗಳು ಬೇಡಿಕೆ ಸಲ್ಲಿಸಿದರು. ಎಸ್ಪಿ ಅಶೋಕ್ ಅವರು, ಸೂಕ್ತ ಸ್ಥಳ ನೀಡಿದರೆ ಔಟ್ ಪೋಸ್ಟ್ ಸ್ಥಾಪನೆ ಮಾಡಲಾಗುವುದು ಎಂದು ತಿಳಿಸಿದರು. bbox=[52, 237, 349, 450]
solar-story-headline-line2: ವಿದ್ಯುತ್ ಅಘಾತ bbox=[130, 1261, 272, 1291]
guru-story-column-3: ಮಾಡುವ ಸಂಕಲ್ಪ ಮಾಡಬೇಕು ಎಂದರು. ನಿವೃತ್ತ ಶಿಕ್ಷಕ ಹೆಚ್.ಬಿ.ರಾಮಕೃಷ್ಣಪ್ಪ ಮಾತನಾಡಿ ನಾವು ಕಲಿಸಿದ ಪಾಠಕ್ಕೆ ಸಾರ್ಥಕತೆ ಸಿಕ್ಕಿದೆ. ಹಳೆಯ ವಿದ್ಯಾರ್ಥಿಗಳು ಶಾಲೆಯ ಅಭಿವೃದ್ಧಿಗೆ ಕೈಜೋಡಿಸಬೇಕು ಎಂದು ಹೇಳಿದರು. ಈ ಸಂದರ್ಭದಲ್ಲಿ ನಿವೃತ್ತ ಶಿಕ್ಷಕರು ಹಾಗೂ ಹಳೆಯ ವಿದ್ಯಾರ್ಥಿಗಳು ಹಾಜರಿದ್ದರು. bbox=[866, 1659, 1112, 1721]
lead-column-4 bbox=[858, 235, 1097, 754]
divider bbox=[1123, 1128, 1493, 1130]
divider bbox=[52, 1203, 349, 1205]
court-story-headline-line1: ಕೋರ್ಟ್ ಹಾಲ್‌ನಲ್ಲಿ bbox=[116, 771, 285, 801]
disabled-story-headline: ವಿಕಲಚೇತನರಿಗೆ ಸೌಲಭ್ಯ ಒದಗಿಸಿ:ಜಿ.ಪ್ರಭು bbox=[474, 772, 1000, 817]
side-story-headline bbox=[1123, 84, 1493, 170]
lead-headline: ಕೈಗಾರಿಕೆಗಳ ಭದ್ರತೆಗೆ ಇಲಾಖೆ ಸನ್ನದ್ಧ bbox=[52, 88, 940, 172]
hort-body: ಮಧುಗಿರಿ: ತೋಟಗಾರಿಕೆ ಇಲಾಖೆ ವತಿಯಿಂದ 2025–26 ನೇ ಸಾಲಿನ ತೋಟಗಾರಿಕೆಯಲ್ಲಿ ಯಾಂತ್ರೀಕರಣ (SMAM) ಯೋಜನೆಯಡಿ, ತೋಟಗಾರಿಕೆ ರೈತರಿಗೆ ನೆರವು ನೀಡಲು ಅರ್ಜಿ ಆಹ್ವಾನಿಸಿದೆ. ಈ ಯೋಜನೆಯಡಿ ಪವರ್ ವೀಡರ್, ಬ್ರಷ್ ಕಟರ್, ಪವರ್ ಸ್ಪ್ರೇಯರ್ ಸೇರಿದಂತೆ ಯಂತ್ರೋಪಕರಣಗಳನ್ನು ಸಹಾಯಧನದಲ್ಲಿ ನೀಡಲಾಗುವುದು. ಪ.ಜಾತಿ, ಪ.ಪಂಗಡ, ಸಣ್ಣ ಮತ್ತು ಅತಿ ಸಣ್ಣ ಹಾಗೂ ಮಹಿಳಾ ರೈತರಿಗೆ ಶೇ.50 ರಷ್ಟು ಹಾಗೂ ಸಾಮಾನ್ಯ ವರ್ಗದ ರೈತರಿಗೆ ಶೇ.40 ರಷ್ಟು ಸಹಾಯಧನ ನೀಡಲಾಗುವುದು. ಪ್ಲಾಸ್ಟಿಕ್ ಕ್ರೇಟ್ಸ್, ಪನೆಟ್ ಬಾಕ್ಸ್, ಕೋಲ್ಡ್ ಸ್ಟೋರೇಜ್, Crates/punnet boxes/corrugated boxes, Ripening chamber, (ಹಣ್ಣು ಹಣ್ಣಿಸುವ ಚೇಂಬರ್) ಸೋಲಾರ್ ಪಂಪ್ ಸೆಟ್, ಕೃಷಿ ಹೊಂಡ ಘಟಕಗಳ ನಿರ್ಮಾಣಕ್ಕೆ ಸಹಾಯಧನ ನೀಡಲಾಗುವುದು. ಪ್ರಧಾನಮಂತ್ರಿ ಕೃಷಿ ಸಿಂಚಾಯಿ (PMKSY) ಯೋಜನೆಯಡಿ ಸೂಕ್ಷ್ಮ ನೀರಾವರಿ ಘಟಕಗಳನ್ನು ಅಳವಡಿಸಿಕೊಳ್ಳಲು ಸಹಾಯಧನ ನೀಡಲಾಗುವುದು. ಹನಿ ನೀರಾವರಿ ಅಳವಡಿಕೆಗೆ ಪ್ರತಿ ಫಲಾನುಭವಿಗೆ ಗರಿಷ್ಠ 5.00 ಹೆಕ್ಟೇರ್ ಪ್ರದೇಶದವರೆಗೆ ಹಾಗೂ ಪರಿಶಿಷ್ಟ ಜಾತಿ/ಪಂಗಡದವರಿಗೆ 2.00 ಹೆಕ್ಟೇರ್‌ವರೆಗೆ ಶೇ.90 ರಷ್ಟು ಸಹಾಯಧನ ದೊರೆಯಲಿದೆ. 3.00 ಹೆಕ್ಟೇರ್ ಪ್ರದೇಶದವರೆಗೆ ಎಲ್ಲಾ ವರ್ಗದ ರೈತರಿಗೆ ಶೇ. 45 ರಷ್ಟು ಸಹಾಯಧನ ನೀಡಲಾಗುವುದು. ಆಸಕ್ತ ರೈತರು ಅರ್ಜಿಯೊಂದಿಗೆ ಪಹಣಿ, ಆಧಾರ್ ಪ್ರತಿ, ಬೆಳೆ ದೃಢೀಕರಣ, ಬ್ಯಾಂಕ್ ಪಾಸ್ ಪುಸ್ತಕದ ಪ್ರತಿ, ಜಾತಿ ಪ್ರಮಾಣ ಪತ್ರ ಲಗತ್ತಿಸಿ ಸಂಬಂಧಿಸಿದ ಹೋಬಳಿ ಮಟ್ಟದ ತೋಟಗಾರಿಕೆ ಕಚೇರಿಗೆ ದಿನಾಂಕ 27–06–2025 ರೊಳಗೆ ಸಲ್ಲಿಸಬೇಕು. ಹೆಚ್ಚಿನ ಮಾಹಿತಿಗಾಗಿ ಹಿರಿಯ ಸಹಾಯಕ ತೋಟಗಾರಿಕೆ ನಿರ್ದೇಶಕರು (ಜಿಪಂ) ಮಧುಗಿರಿ ಮೊ: 9686056705, ರೈತ ಸಂಪರ್ಕ ಕೇಂದ್ರ ಮೊ. 9019295299 ಸಂಪರ್ಕಿಸಲು ಕೋರಲಾಗಿದೆ. bbox=[1123, 1215, 1493, 1461]
divider bbox=[611, 1892, 1493, 1893]
guru-story-column-1: ಶಿರಾ: ಗುರು ಕಲಿಸಿದ ವಿದ್ಯೆ ಕಲಿತು, ಜೀವನ ಕಟ್ಟಿಕೊಂಡ ವಿದ್ಯಾರ್ಥಿಗಳು ಗುರುಗಳನ್ನು ಸ್ಮರಿಸುವುದು ಅತ್ಯಂತ ಸಂತೋಷದ ವಿಚಾರ. ದಶಕಗಳು ಕಳೆದರೂ ಗುರು–ಶಿಷ್ಯರ ಬಾಂಧವ್ಯವನ್ನು ಸದಾ ನೆನಪಿನಲ್ಲಿಟ್ಟುಕೊಳ್ಳುತ್ತಾರೆ ಎಂದು ನಿವೃತ್ತ ಶಿಕ್ಷಕ ಅಡವಿ ರಂಗಪ್ಪ ತಿಳಿಸಿದರು. ತಾಲೂಕಿನ ಸರ್ಕಾರಿ ಪ್ರೌಢಶಾಲೆಯ 1993–94ನೇ ಸಾಲಿನ ಎಸ್.ಎಸ್.ಎಲ್.ಸಿ ಹಳೆಯ ವಿದ್ಯಾರ್ಥಿಗಳು, ವಿದ್ಯಾರ್ಥಿನಿಯರು ಇತ್ತೀಚೆಗೆ ಆಯೋಜಿಸಿದ್ದ ಗುರುವಂದನಾ ಕಾರ್ಯಕ್ರಮದಲ್ಲಿ ಅವರು ಮಾತನಾಡಿದರು. ಶಿಕ್ಷಕರು ಕಲಿಸಿದ ನೈತಿಕ ಮೌಲ್ಯಗಳು ವಿದ್ಯಾರ್ಥಿಗಳ ಬದುಕನ್ನು ರೂಪಿಸುತ್ತವೆ. ನಾಗರಿಕ ಸಮಾಜದಲ್ಲಿ ಗುರುಗಳಿಗೆ ಉನ್ನತ ಸ್ಥಾನವಿದೆ. 30 ವರ್ಷಗಳ ನಂತರ ಒಂದೆಡೆ ಸೇರಿ ಸಂಭ್ರಮಿಸಿದ್ದು ಸಂತೋಷ ತಂದಿದೆ ಎಂದರು. bbox=[362, 1429, 601, 1592]
guru-story-subhead: ಸದಾ ನೆನಪಿನಲ್ಲಿಟ್ಟುಕೊಳ್ಳುತ್ತಾರೆ : ಅಡವಿ ರಂಗಪ್ಪ bbox=[487, 1379, 988, 1417]
cement-story-column-1: ಕರ್ನಾಟಕ:ಸಿಮೆಂಟ್ ತಯಾರಿಕಾ ಉದ್ಯಮವು ಹೆಚ್ಚು ಲಾಭದಾಯಕ ವಲಯವಾಗಿದ್ದು ಅದಾನಿ ಸಮೂಹ ಪ್ರವೇಶಿಸಿ ಎಸಿಸಿ ಸಿಮೆಂಟ್ ಉದ್ಯಮವನ್ನು ಖರೀದಿಸಿ ವಿಸ್ತರಣೆ ಮಾಡುತ್ತಿರುವುದು ಸ್ವಾಗತಾರ್ಹ. ರಾಜ್ಯದಲ್ಲಿ ಸಿಮೆಂಟ್ ಉತ್ಪಾದನೆ ಹೆಚ್ಚಿಸಲು ಹಾಗೂ ಉದ್ಯೋಗ ಸೃಷ್ಟಿಗೆ ಸಹಕಾರಿಯಾಗಲಿದೆ. ಗುಣಮಟ್ಟದ ಸಿಮೆಂಟ್ ಉತ್ಪಾದಿಸಿ ಗ್ರಾಹಕರಿಗೆ ಕಡಿಮೆ ದರದಲ್ಲಿ ನೀಡಲು ಅದಾನಿ ಸಮೂಹ ಮುಂದಾಗಿದೆ. ಅದಾನಿ ಗ್ರೂಪ್ ನ ವಿತರಕರು ಹಾಗೂ ಡೀಲರ್‌ಗಳ ಸಭೆಯಲ್ಲಿ ಸಂಸ್ಥೆಯ ಪದಾಧಿಕಾರಿಗಳು ಈ ವಿಷಯ ತಿಳಿಸಿದರು. ಸಿಮೆಂಟ್ ವಿತರಕರಿಗೆ ಹೆಚ್ಚಿನ ಪ್ರೋತ್ಸಾಹ ನೀಡಲಾಗುವುದು. ಸಂಸ್ಥೆಯ ಉತ್ಪನ್ನಗಳಿಗೆ ಮಾರುಕಟ್ಟೆಯಲ್ಲಿ ಉತ್ತಮ ಬೇಡಿಕೆ ಇದೆ ಎಂದರು. bbox=[611, 1964, 879, 2093]
side-story-headline-line1: ದೊಡ್ಡಹುಲ್ಲೇನಹಳ್ಳಿಯಲ್ಲಿ ಜನ bbox=[1202, 92, 1415, 118]
guru-story-photo bbox=[611, 1427, 1111, 1651]
cement-story-photo bbox=[888, 1961, 1493, 2167]
masthead-title: Praja kahale Daily bbox=[304, 60, 442, 77]
hort-headline-line1: ತೋಟಗಾರಿಕೆಯಿಂದ ರೈತರಿಗೆ bbox=[1212, 1139, 1405, 1164]
disabled-story-column-3: ಯೋಜನೆಯ ಸಂಪೂರ್ಣ ಪ್ರಯೋಜನ ದೊರಕಿಸಿಕೊಡುವಂತೆ ತಿಳಿಸಲಾಯಿತು. ಹಾಜರಿದ್ದ ವಿವಿಧ ಇಲಾಖೆಗಳ ಅಧಿಕಾರಿಗಳು ಅಂಗವಿಕಲರ ಕಲ್ಯಾಣಕ್ಕೆ ಕೈಗೊಂಡಿರುವ ಕ್ರಮಗಳ ಬಗ್ಗೆ ಮಾಹಿತಿ ನೀಡಿದರು. ವಿಕಲಚೇತನರಿಗೆ ಸ್ವಯಂ ಉದ್ಯೋಗ ಕೈಗೊಳ್ಳಲು ಬ್ಯಾಂಕುಗಳ ಮೂಲಕ ಸಾಲ ಸೌಲಭ್ಯ ಒದಗಿಸಬೇಕು. ಗ್ರಾಮೀಣ ಪ್ರದೇಶದ ವಿಕಲಚೇತನರಿಗೆ ಪ್ರಯಾಣ ಭತ್ಯೆ, ಸಾಧನ ಸಲಕರಣೆಗಳನ್ನು ವಿತರಿಸಬೇಕು. ಅರ್ಹ ಫಲಾನುಭವಿಗಳಿಗೆ ಮಾಸಾಶನ ಮಂಜೂರು ಮಾಡಬೇಕು ಎಂದು ಸೂಚಿಸಿದರು. ಸಭೆಯಲ್ಲಿ ಎನ್‌.ಆರ್‌.ಎಲ್‌.ಎಂ ಯೋಜನಾಧಿಕಾರಿ, ವಿ.ಆರ್‌.ಡಬ್ಲ್ಯೂ ಮತ್ತು ಎಂ.ಆರ್‌.ಡಬ್ಲ್ಯೂಗಳು ಭಾಗವಹಿಸಿದ್ದರು. bbox=[866, 832, 1112, 961]
legal-notice-draft-title: DRAFT PAPER PUBLICATION bbox=[110, 1963, 291, 1977]
masthead-page-number: ಪುಟ:4 bbox=[1452, 62, 1480, 75]
masthead-rni: RNI:KARKAN/2021/80382 bbox=[1168, 60, 1380, 78]
disabled-story-photo bbox=[611, 830, 857, 998]
legal-notice bbox=[52, 1787, 349, 2332]
side-story-photo bbox=[1123, 179, 1493, 302]
masthead-date: ದಿನಾಂಕ: 19-06-2025, ಗುರುವಾರ bbox=[691, 62, 835, 75]
disabled-story-column-2: ಶಿಕ್ಷಣ ಇಲಾಖೆ ಹಾಗೂ ಸಮಾಜ ಕಲ್ಯಾಣ ಇಲಾಖೆಗಳಲ್ಲಿ ವಿಕಲಚೇತನರಿಗೆ ಮೀಸಲಿರುವ ಯೋಜನೆಗಳ ಪ್ರಗತಿ ಪರಿಶೀಲಿಸಲಾಯಿತು. ಶೇ.5ರ ಮೀಸಲಾತಿಯಂತೆ ನಿಗದಿಪಡಿಸಿದ ಅನುದಾನವನ್ನು ಸಂಪೂರ್ಣವಾಗಿ ಬಳಸಿಕೊಂಡು ಅಂಗವಿಕಲರಿಗೆ ಸೌಲಭ್ಯ ಒದಗಿಸಬೇಕು ಎಂದು ಸೂಚಿಸಿದರು. ಎನ್‌ಜಿಒಗಳ ಸಹಯೋಗದೊಂದಿಗೆ ವಿಕಲಚೇತನರಿಗೆ ಉದ್ಯೋಗ ಕೌಶಲ್ಯ ತರಬೇತಿ ನೀಡಬೇಕು. ಬೌದ್ಧಿಕ ವಿಕಲಚೇತನರ ಪೋಷಕರಿಗೆ ಅರಿವು ಮೂಡಿಸಬೇಕು. ವಿಕಲಚೇತನರ ಪ್ರಗತಿ ವರದಿಯನ್ನು ಪ್ರತಿ ತಿಂಗಳು ಸಲ್ಲಿಸಬೇಕು. ಸಭೆಯಲ್ಲಿ ಜಿಲ್ಲಾ ವಿಕಲಚೇತನರ ಕಲ್ಯಾಣಾಧಿಕಾರಿ ಹಾಗೂ ವಿವಿಧ ಇಲಾಖೆಗಳ ಅಧಿಕಾರಿಗಳು ಉಪಸ್ಥಿತರಿದ್ದರು. ಜಿಲ್ಲೆಯ ಎಲ್ಲಾ ತಾಲೂಕುಗಳಲ್ಲಿ ಎಂ.ಆರ್.ಡಬ್ಲ್ಯೂ ಹಾಗೂ ವಿ.ಆರ್.ಡಬ್ಲ್ಯೂಗಳ ಕಾರ್ಯವೈಖರಿ ಪರಿಶೀಲಿಸಲಾಯಿತು. bbox=[611, 1006, 857, 1185]
lead-subhead: ಕೈಗಾರಿಕಾ ಪ್ರದೇಶಗಳಲ್ಲಿ ಪೊಲೀಸ್ ಔಟ್ ಪೋಸ್ಟ್ : ಎಸ್ಪಿ ಕೆ.ವಿ.ಅಶೋಕ್ bbox=[52, 185, 867, 227]
hort-headline-line2: ನೆರವು ನೀಡಲು ಅರ್ಜಿ ಆಹ್ವಾನ bbox=[1203, 1176, 1414, 1202]
legal-notice-order: By order of the Court (Shirasthedar) Addl. Civil Judge and JM.F.C. at Tumakuru bbox=[208, 2114, 341, 2147]
legal-notice-vs: V/s bbox=[193, 1925, 208, 1936]
yoga-story-headline-line1: ಯೋಗ ಸ್ಪರ್ಧೆ: bbox=[434, 1900, 529, 1923]
legal-notice-case-number: C.Mis.No. 371/2025 bbox=[158, 1817, 243, 1828]
